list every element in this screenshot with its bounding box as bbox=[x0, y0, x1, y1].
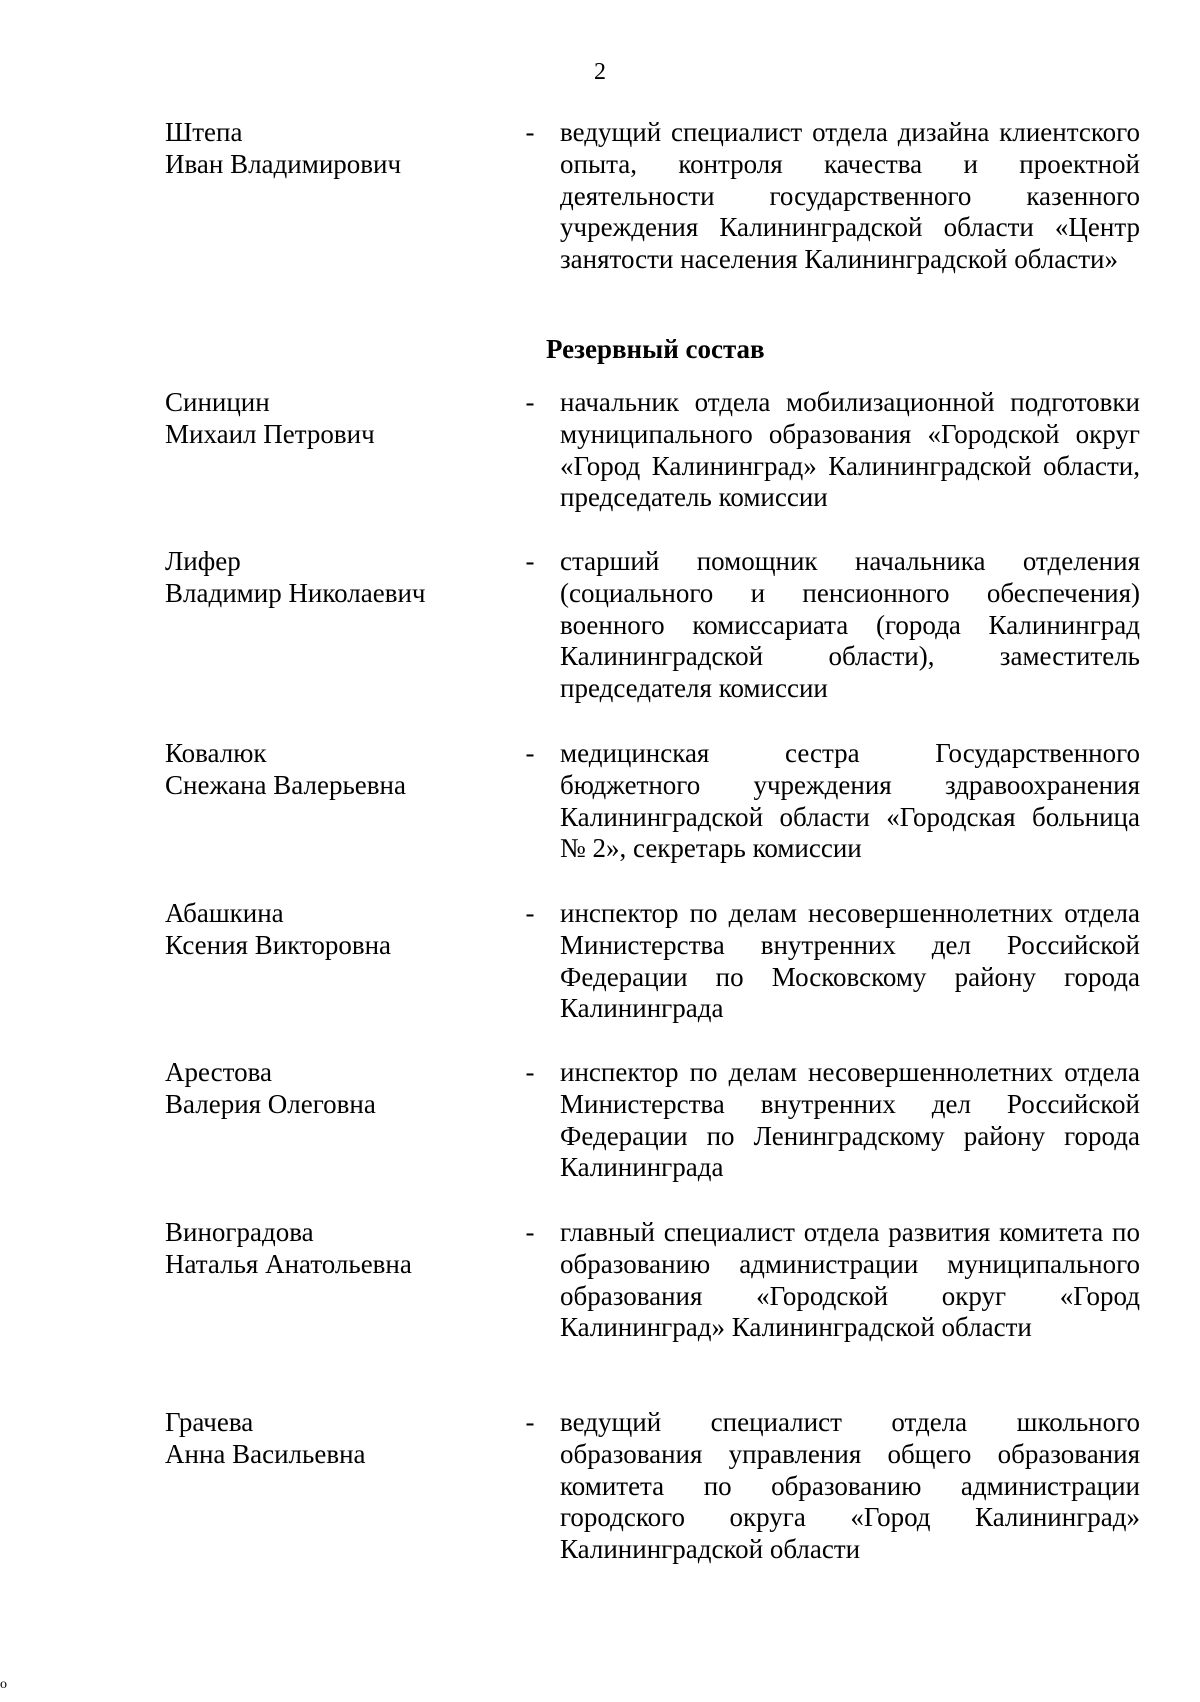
separator-dash: - bbox=[525, 1217, 535, 1247]
member-name bbox=[165, 738, 515, 802]
member-name bbox=[165, 898, 515, 962]
member-given-names: Иван Владимирович bbox=[165, 148, 402, 179]
scan-edge-mark: o bbox=[0, 1677, 7, 1692]
member-name bbox=[165, 1217, 515, 1281]
member-surname: Лифер bbox=[165, 546, 241, 576]
member-surname: Синицин bbox=[165, 387, 270, 417]
member-given-names: Валерия Олеговна bbox=[165, 1088, 376, 1119]
member-surname: Грачева bbox=[165, 1407, 254, 1437]
member-role: инспектор по делам несовершеннолетних отдела Министерства внутренних дел Российской Федерации по Ленинградскому району города Калининграда bbox=[560, 1057, 1140, 1183]
member-surname: Штепа bbox=[165, 117, 243, 147]
member-role: медицинская сестра Государственного бюджетного учреждения здравоохранения Калининградской области «Городская больница № 2», секретарь комиссии bbox=[560, 738, 1140, 864]
member-given-names: Михаил Петрович bbox=[165, 418, 375, 449]
member-given-names: Анна Васильевна bbox=[165, 1438, 366, 1469]
separator-dash: - bbox=[525, 387, 535, 417]
separator-dash: - bbox=[525, 1057, 535, 1087]
separator-dash: - bbox=[525, 1407, 535, 1437]
separator-dash: - bbox=[525, 117, 535, 147]
separator-dash: - bbox=[525, 738, 535, 768]
member-given-names: Снежана Валерьевна bbox=[165, 769, 406, 800]
member-surname: Арестова bbox=[165, 1057, 272, 1087]
member-name bbox=[165, 117, 515, 181]
member-surname: Виноградова bbox=[165, 1217, 314, 1247]
member-given-names: Наталья Анатольевна bbox=[165, 1248, 412, 1279]
member-role: ведущий специалист отдела школьного образования управления общего образования комитета по образованию администрации городского округа «Город Калининград» Калининградской области bbox=[560, 1407, 1140, 1565]
member-name bbox=[165, 387, 515, 451]
member-name bbox=[165, 1057, 515, 1121]
member-surname: Абашкина bbox=[165, 898, 284, 928]
member-role: ведущий специалист отдела дизайна клиентского опыта, контроля качества и проектной деятельности государственного казенного учреждения Калининградской области «Центр занятости населения Калининградской области» bbox=[560, 117, 1140, 275]
member-role: главный специалист отдела развития комитета по образованию администрации муниципального образования «Городской округ «Город Калининград» Калининградской области bbox=[560, 1217, 1140, 1343]
member-name bbox=[165, 1407, 515, 1471]
member-name bbox=[165, 546, 515, 610]
member-given-names: Владимир Николаевич bbox=[165, 577, 426, 608]
member-role: начальник отдела мобилизационной подготовки муниципального образования «Городской округ «Город Калининград» Калининградской области, председатель комиссии bbox=[560, 387, 1140, 513]
member-role: инспектор по делам несовершеннолетних отдела Министерства внутренних дел Российской Федерации по Московскому району города Калининграда bbox=[560, 898, 1140, 1024]
member-given-names: Ксения Викторовна bbox=[165, 929, 392, 960]
separator-dash: - bbox=[525, 898, 535, 928]
page-number: 2 bbox=[594, 59, 606, 85]
separator-dash: - bbox=[525, 546, 535, 576]
member-surname: Ковалюк bbox=[165, 738, 267, 768]
member-role: старший помощник начальника отделения (социального и пенсионного обеспечения) военного комиссариата (города Калининград Калининградской области), заместитель председателя комиссии bbox=[560, 546, 1140, 704]
section-title: Резервный состав bbox=[546, 334, 765, 364]
